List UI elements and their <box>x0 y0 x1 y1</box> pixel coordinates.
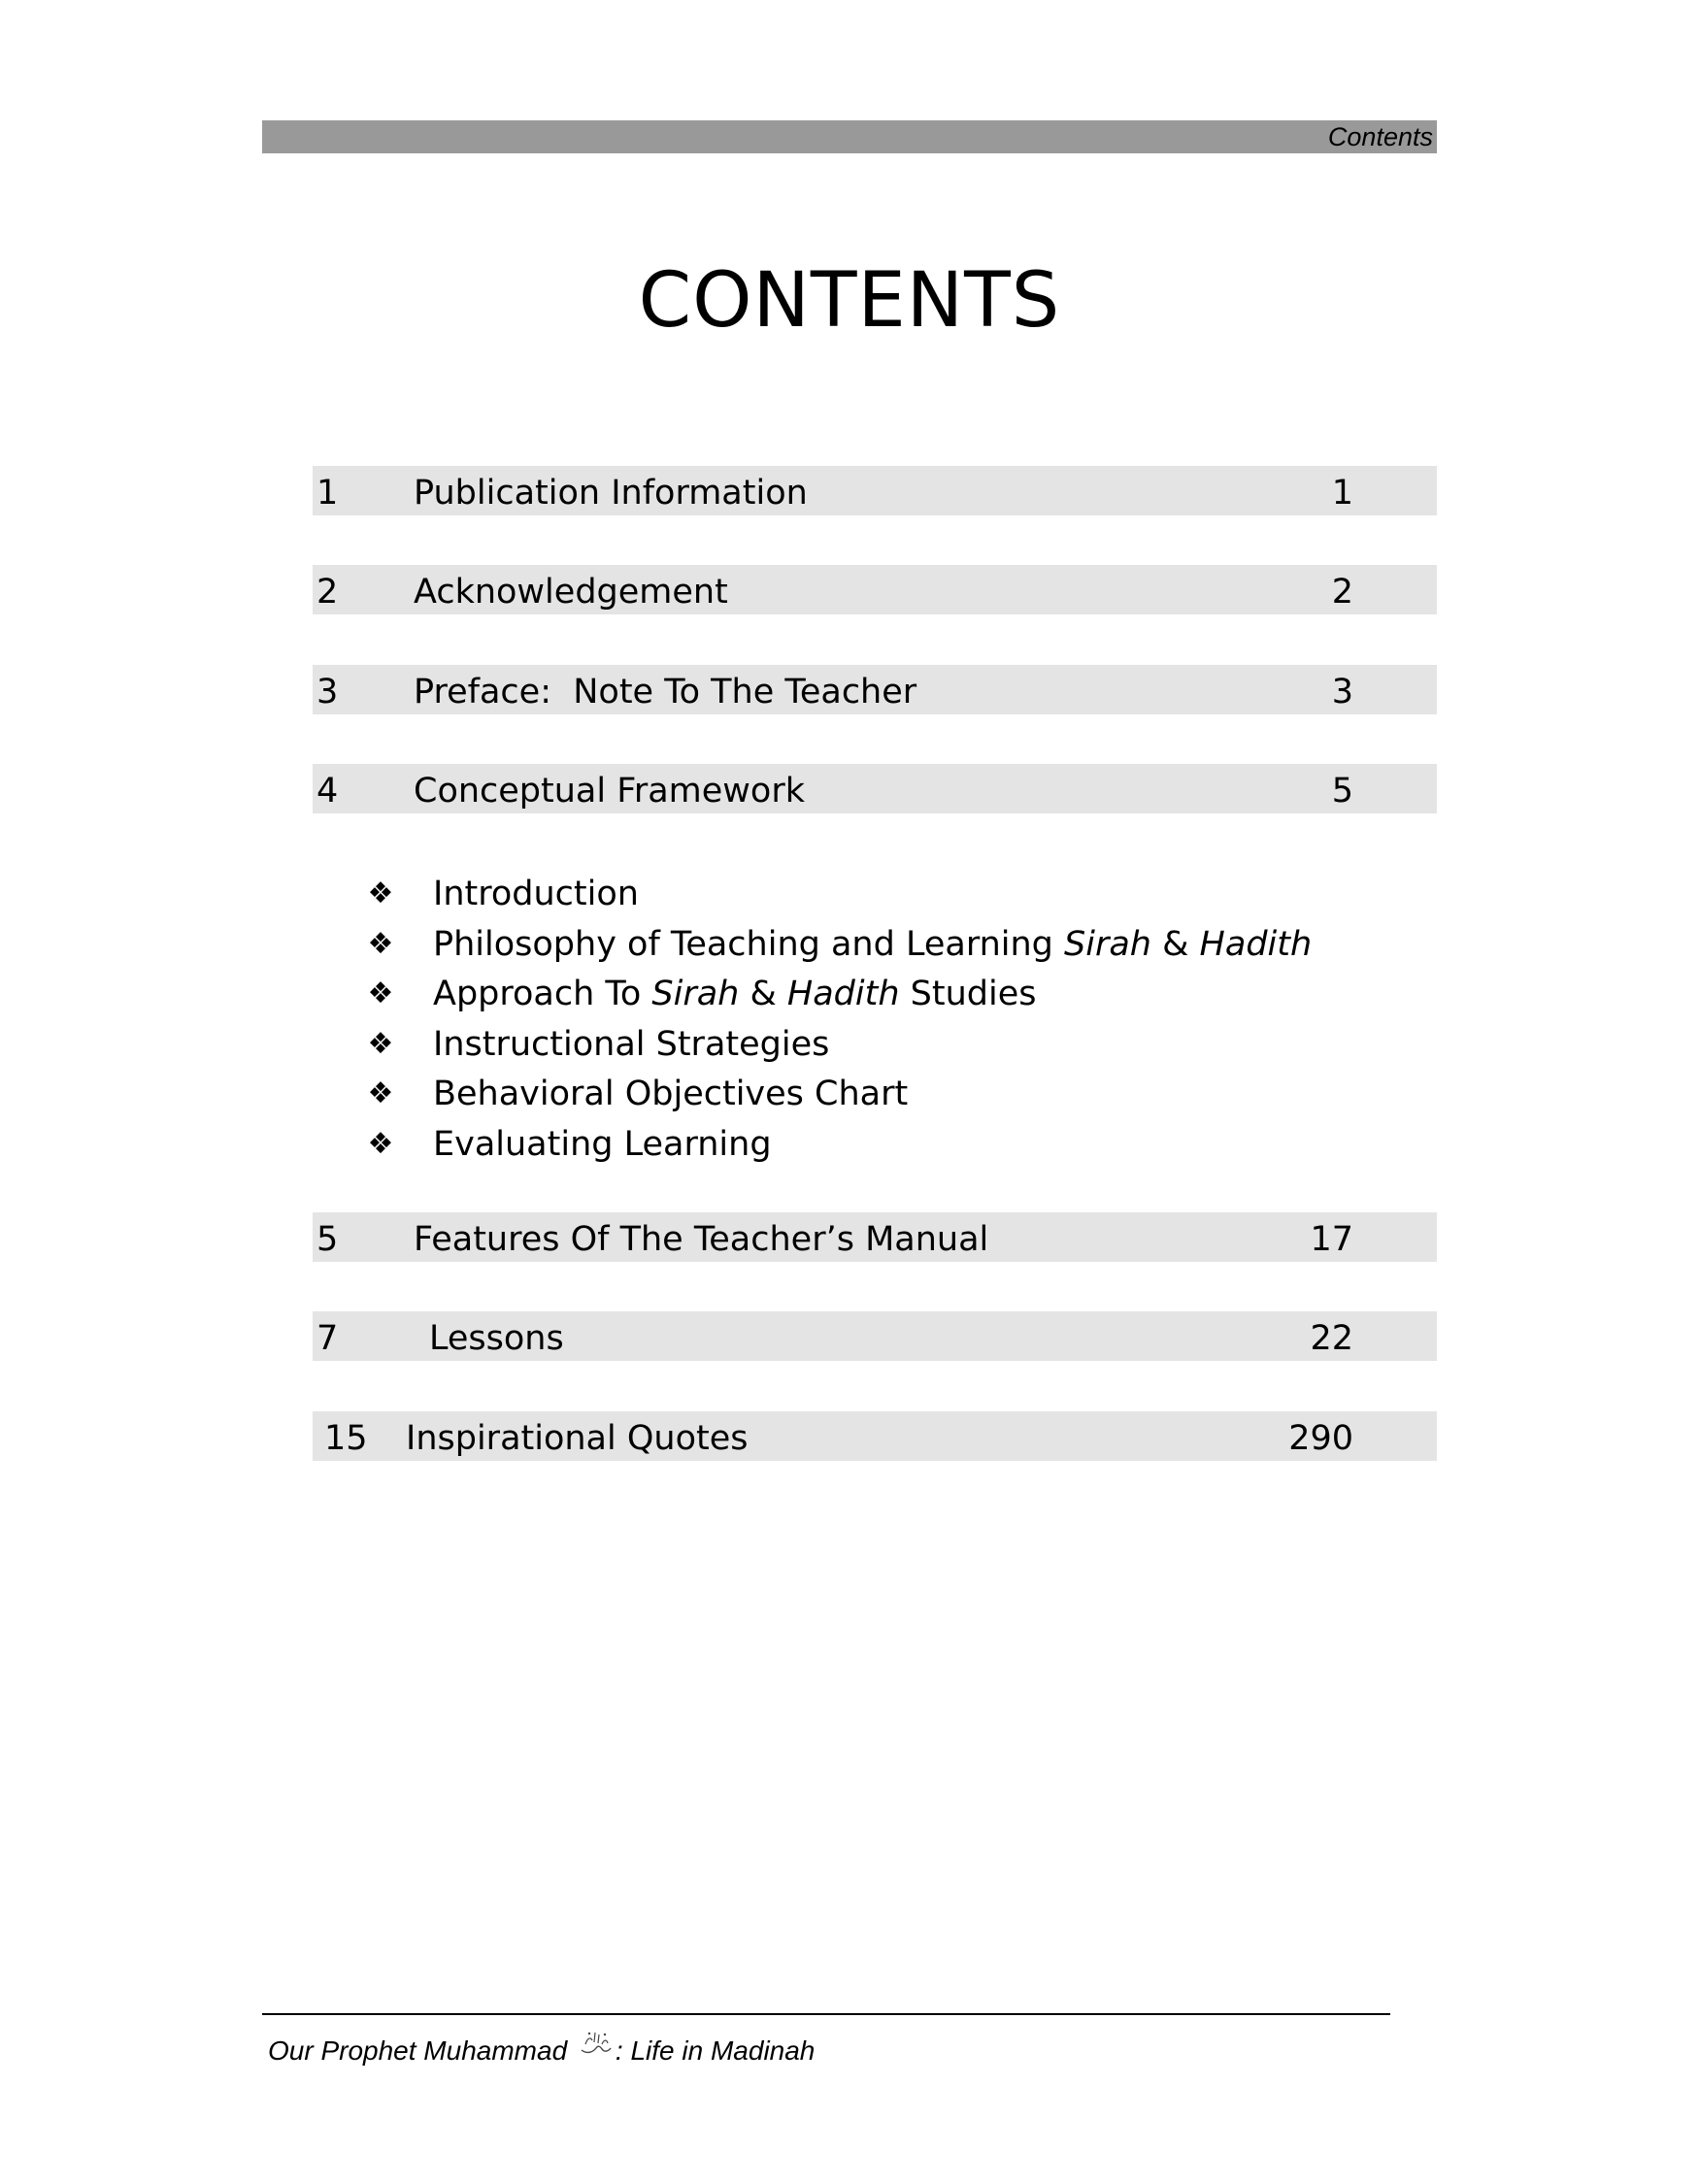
subsection-item <box>363 971 1334 1021</box>
toc-entry-number: 15 <box>324 1419 368 1458</box>
toc-entry-number: 4 <box>316 772 339 811</box>
subsection-text: Introduction <box>433 875 639 913</box>
footer-divider <box>262 2013 1390 2015</box>
running-header <box>262 120 1437 153</box>
subsection-list <box>363 871 1334 1171</box>
diamond-bullet-icon: ❖ <box>367 1026 394 1061</box>
subsection-item <box>363 871 1334 921</box>
footer-title-end: : Life in Madinah <box>615 2035 816 2066</box>
toc-entry <box>313 665 1437 714</box>
toc-entry-title: Publication Information <box>414 474 808 513</box>
calligraphy-salutation-icon <box>579 2029 614 2058</box>
subsection-text <box>433 971 1037 1017</box>
toc-entry <box>313 1212 1437 1262</box>
toc-entry-page: 5 <box>1331 772 1353 811</box>
subsection-text-part: & <box>1151 924 1200 964</box>
toc-entry <box>313 764 1437 813</box>
footer-title-start: Our Prophet Muhammad <box>268 2035 575 2066</box>
subsection-item <box>363 1071 1334 1121</box>
toc-entry-number: 5 <box>316 1220 339 1259</box>
toc-entry-page: 3 <box>1331 673 1353 711</box>
subsection-item <box>363 1121 1334 1172</box>
subsection-item <box>363 921 1334 972</box>
subsection-text-part: & <box>739 975 787 1013</box>
toc-entry <box>313 466 1437 515</box>
toc-entry-number: 3 <box>316 673 339 711</box>
subsection-italic-term: Hadith <box>1199 924 1313 964</box>
toc-entry-page: 1 <box>1331 474 1353 513</box>
subsection-text-part: Approach To <box>433 975 652 1013</box>
diamond-bullet-icon: ❖ <box>367 976 394 1010</box>
subsection-text-part: Studies <box>899 975 1037 1013</box>
toc-entry-page: 290 <box>1288 1419 1353 1458</box>
toc-entry-title: Acknowledgement <box>414 573 728 612</box>
toc-entry-page: 17 <box>1310 1220 1353 1259</box>
subsection-item <box>363 1021 1334 1072</box>
toc-entry-title: Preface: Note To The Teacher <box>414 673 917 711</box>
subsection-text <box>433 921 1312 968</box>
toc-entry <box>313 565 1437 614</box>
toc-entry-title: Conceptual Framework <box>414 772 805 811</box>
subsection-italic-term: Hadith <box>786 975 900 1013</box>
toc-entry-page: 22 <box>1310 1319 1353 1358</box>
diamond-bullet-icon: ❖ <box>367 1076 394 1110</box>
diamond-bullet-icon: ❖ <box>367 1126 394 1161</box>
page-title: CONTENTS <box>638 257 1061 345</box>
toc-entry-number: 7 <box>316 1319 339 1358</box>
diamond-bullet-icon: ❖ <box>367 877 394 910</box>
subsection-text: Behavioral Objectives Chart <box>433 1075 909 1113</box>
toc-entry-number: 1 <box>316 474 339 513</box>
toc-entry-title: Features Of The Teacher’s Manual <box>414 1220 989 1259</box>
footer-book-title <box>268 2035 815 2068</box>
toc-entry-title: Inspirational Quotes <box>406 1419 749 1458</box>
subsection-text: Evaluating Learning <box>433 1124 772 1164</box>
subsection-italic-term: Sirah <box>651 975 740 1013</box>
toc-entry-title: Lessons <box>429 1319 564 1358</box>
toc-entry-page: 2 <box>1331 573 1353 612</box>
subsection-italic-term: Sirah <box>1064 924 1151 964</box>
header-section-label: Contents <box>1327 122 1433 151</box>
toc-entry <box>313 1311 1437 1361</box>
subsection-text: Instructional Strategies <box>433 1024 830 1064</box>
toc-entry-number: 2 <box>316 573 339 612</box>
toc-entry <box>313 1411 1437 1461</box>
diamond-bullet-icon: ❖ <box>367 926 394 961</box>
subsection-text-part: Philosophy of Teaching and Learning <box>433 924 1065 964</box>
